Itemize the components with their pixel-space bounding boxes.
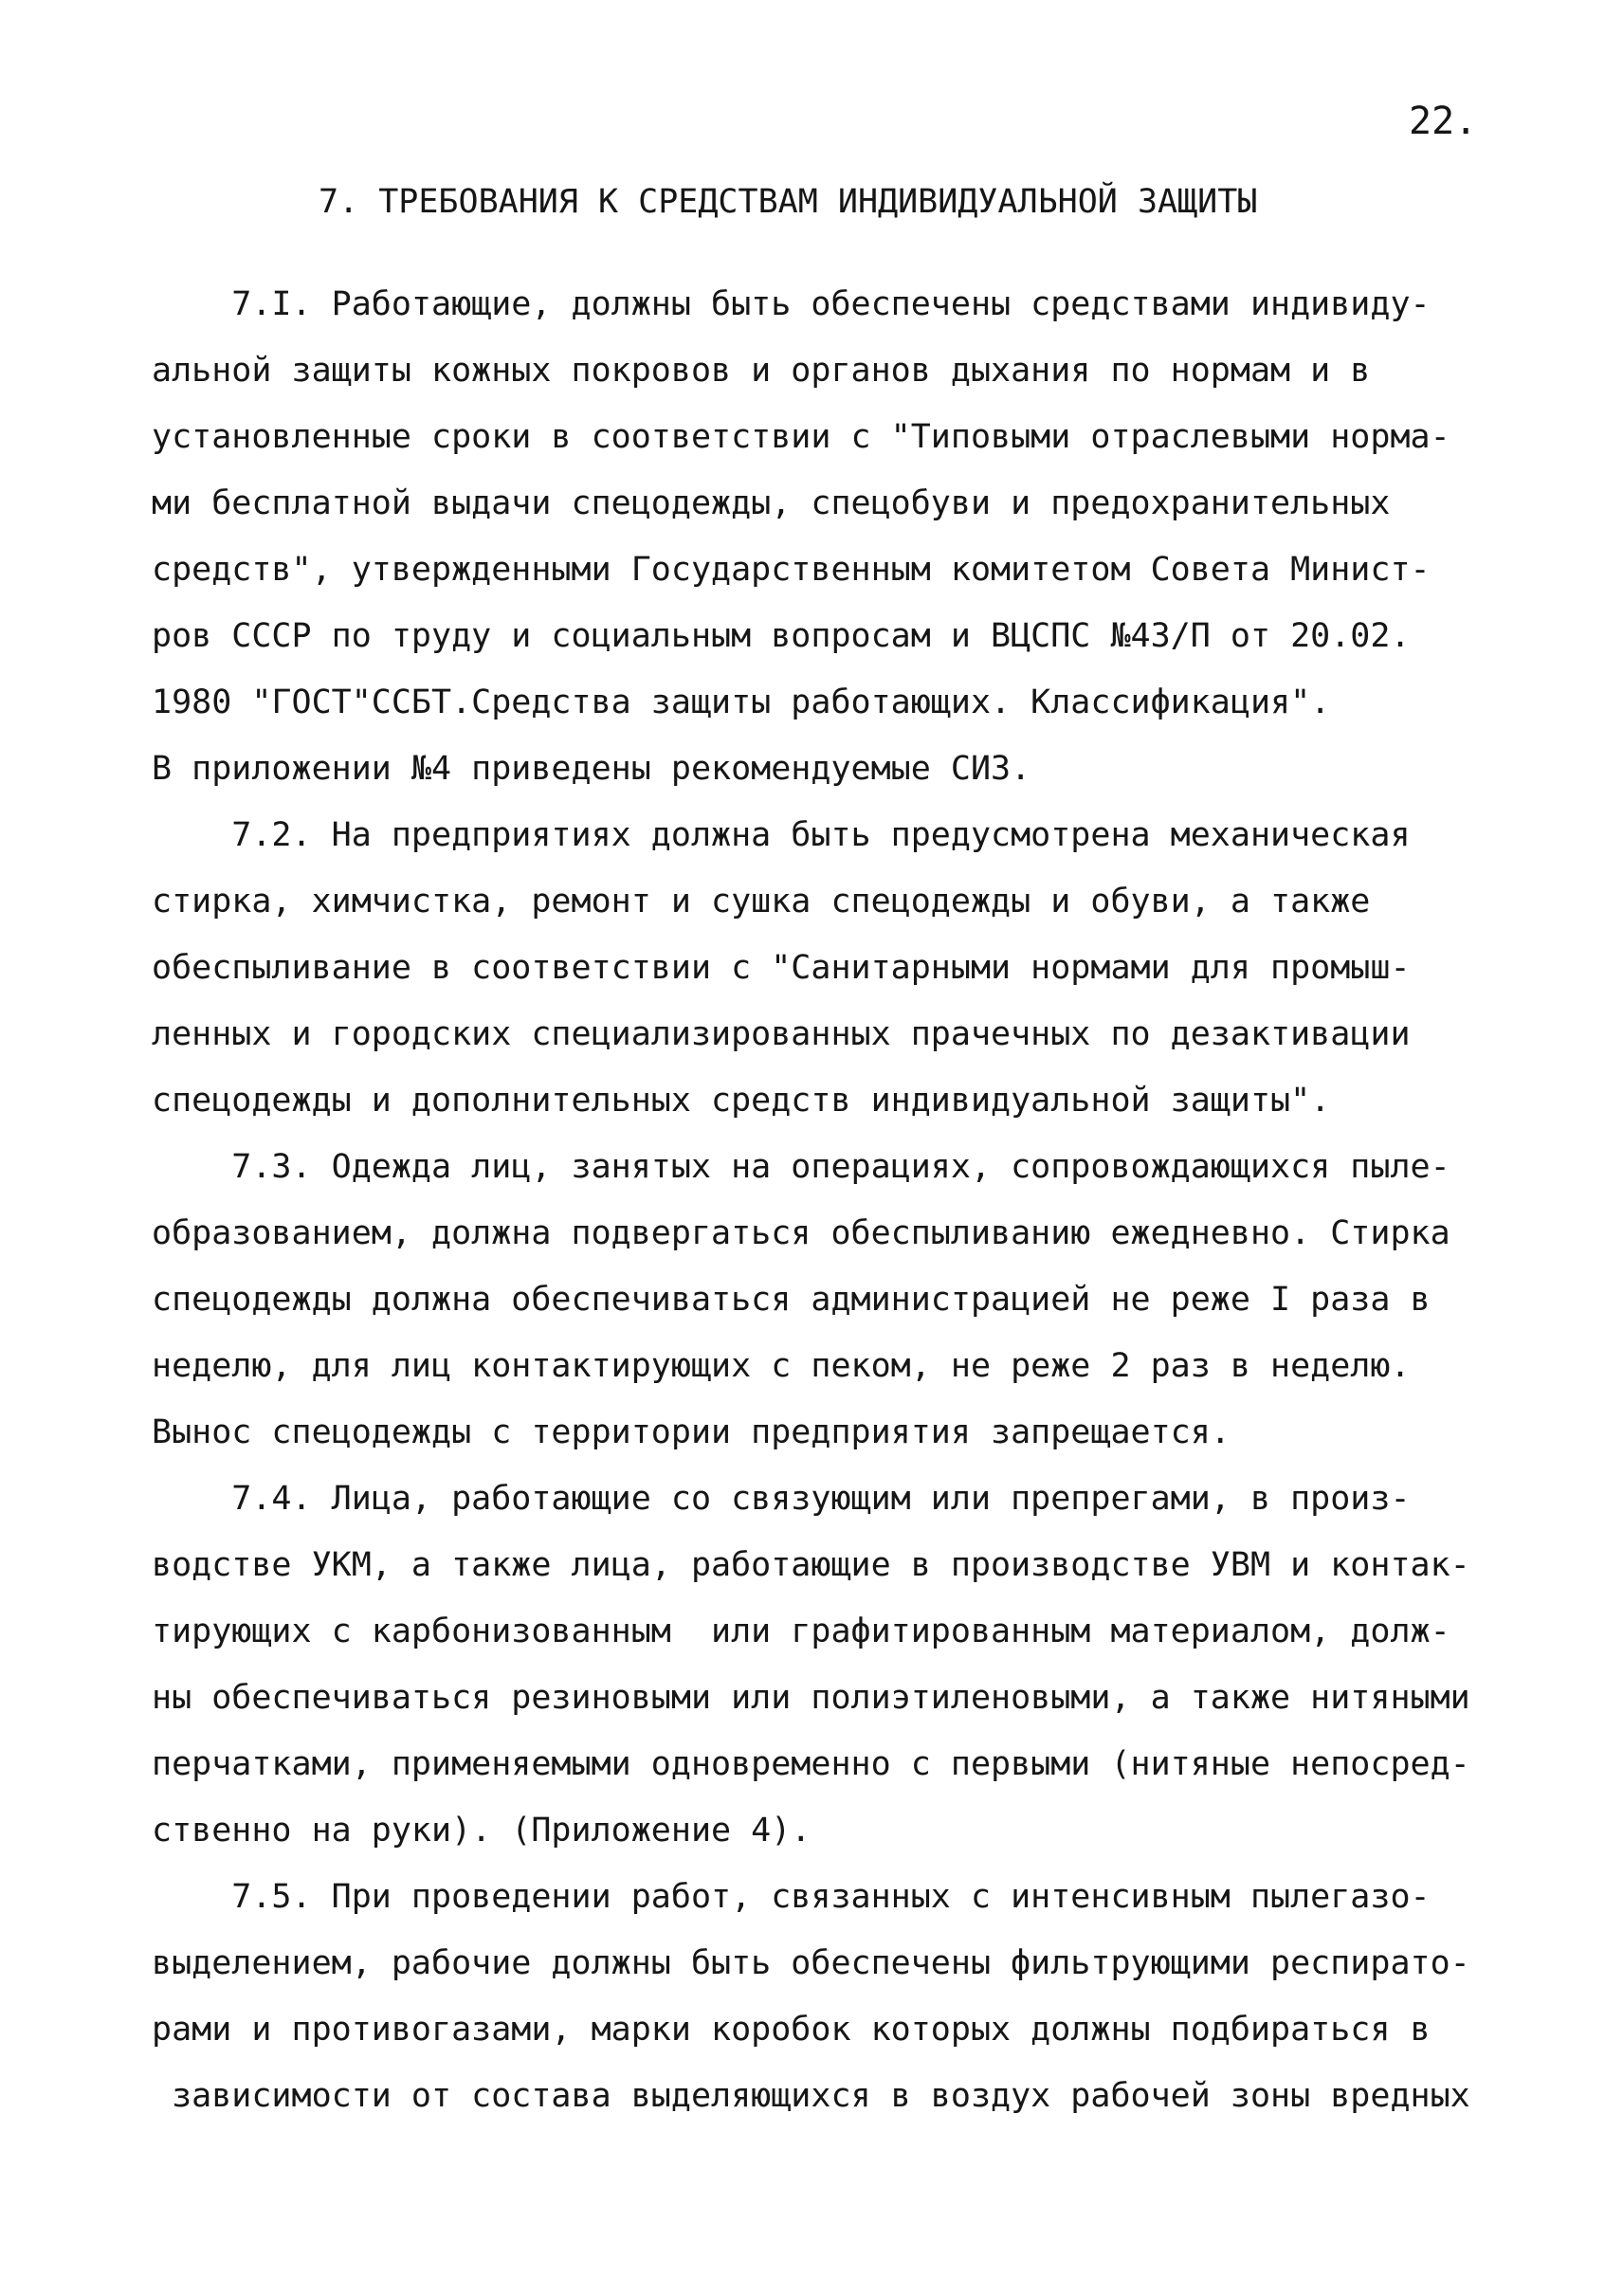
text-line: 7.I. Работающие, должны быть обеспечены средствами индивиду- <box>152 285 1431 323</box>
text-line: выделением, рабочие должны быть обеспечены фильтрующими респирато- <box>152 1944 1470 1982</box>
text-line: рами и противогазами, марки коробок которых должны подбираться в <box>152 2011 1431 2049</box>
text-line: 7.5. При проведении работ, связанных с интенсивным пылегазо- <box>152 1878 1431 1916</box>
text-line: спецодежды должна обеспечиваться администрацией не реже I раза в <box>152 1281 1431 1319</box>
text-line: 7.3. Одежда лиц, занятых на операциях, сопровождающихся пыле- <box>152 1148 1450 1186</box>
text-line: ров СССР по труду и социальным вопросам и ВЦСПС №43/П от 20.02. <box>152 617 1411 655</box>
text-line: неделю, для лиц контактирующих с пеком, не реже 2 раз в неделю. <box>152 1347 1411 1385</box>
text-line: ны обеспечиваться резиновыми или полиэтиленовыми, а также нитяными <box>152 1679 1470 1717</box>
text-line: 7.2. На предприятиях должна быть предусмотрена механическая <box>152 816 1411 854</box>
text-line: средств", утвержденными Государственным комитетом Совета Минист- <box>152 551 1431 589</box>
section-heading: 7. ТРЕБОВАНИЯ К СРЕДСТВАМ ИНДИВИДУАЛЬНОЙ ЗАЩИТЫ <box>319 183 1258 221</box>
text-line: альной защиты кожных покровов и органов дыхания по нормам и в <box>152 352 1371 390</box>
text-line: спецодежды и дополнительных средств индивидуальной защиты". <box>152 1082 1331 1120</box>
text-line: зависимости от состава выделяющихся в воздух рабочей зоны вредных <box>152 2077 1470 2115</box>
text-line: стирка, химчистка, ремонт и сушка спецодежды и обуви, а также <box>152 883 1371 920</box>
page-number: 22. <box>1409 100 1478 143</box>
text-line: 1980 "ГОСТ"ССБТ.Средства защиты работающих. Классификация". <box>152 683 1331 721</box>
text-line: установленные сроки в соответствии с "Типовыми отраслевыми норма- <box>152 418 1450 456</box>
text-line: ственно на руки). (Приложение 4). <box>152 1812 812 1850</box>
text-line: ленных и городских специализированных прачечных по дезактивации <box>152 1015 1411 1053</box>
text-line: тирующих с карбонизованным или графитированным материалом, долж- <box>152 1613 1450 1650</box>
text-line: обеспыливание в соответствии с "Санитарными нормами для промыш- <box>152 949 1411 987</box>
text-line: В приложении №4 приведены рекомендуемые СИЗ. <box>152 750 1031 788</box>
text-line: ми бесплатной выдачи спецодежды, спецобуви и предохранительных <box>152 484 1391 522</box>
text-line: перчатками, применяемыми одновременно с первыми (нитяные непосред- <box>152 1745 1470 1783</box>
text-line: водстве УКМ, а также лица, работающие в производстве УВМ и контак- <box>152 1546 1470 1584</box>
text-line: Вынос спецодежды с территории предприятия запрещается. <box>152 1413 1231 1451</box>
text-line: образованием, должна подвергаться обеспыливанию ежедневно. Стирка <box>152 1214 1450 1252</box>
text-line: 7.4. Лица, работающие со связующим или препрегами, в произ- <box>152 1480 1411 1518</box>
